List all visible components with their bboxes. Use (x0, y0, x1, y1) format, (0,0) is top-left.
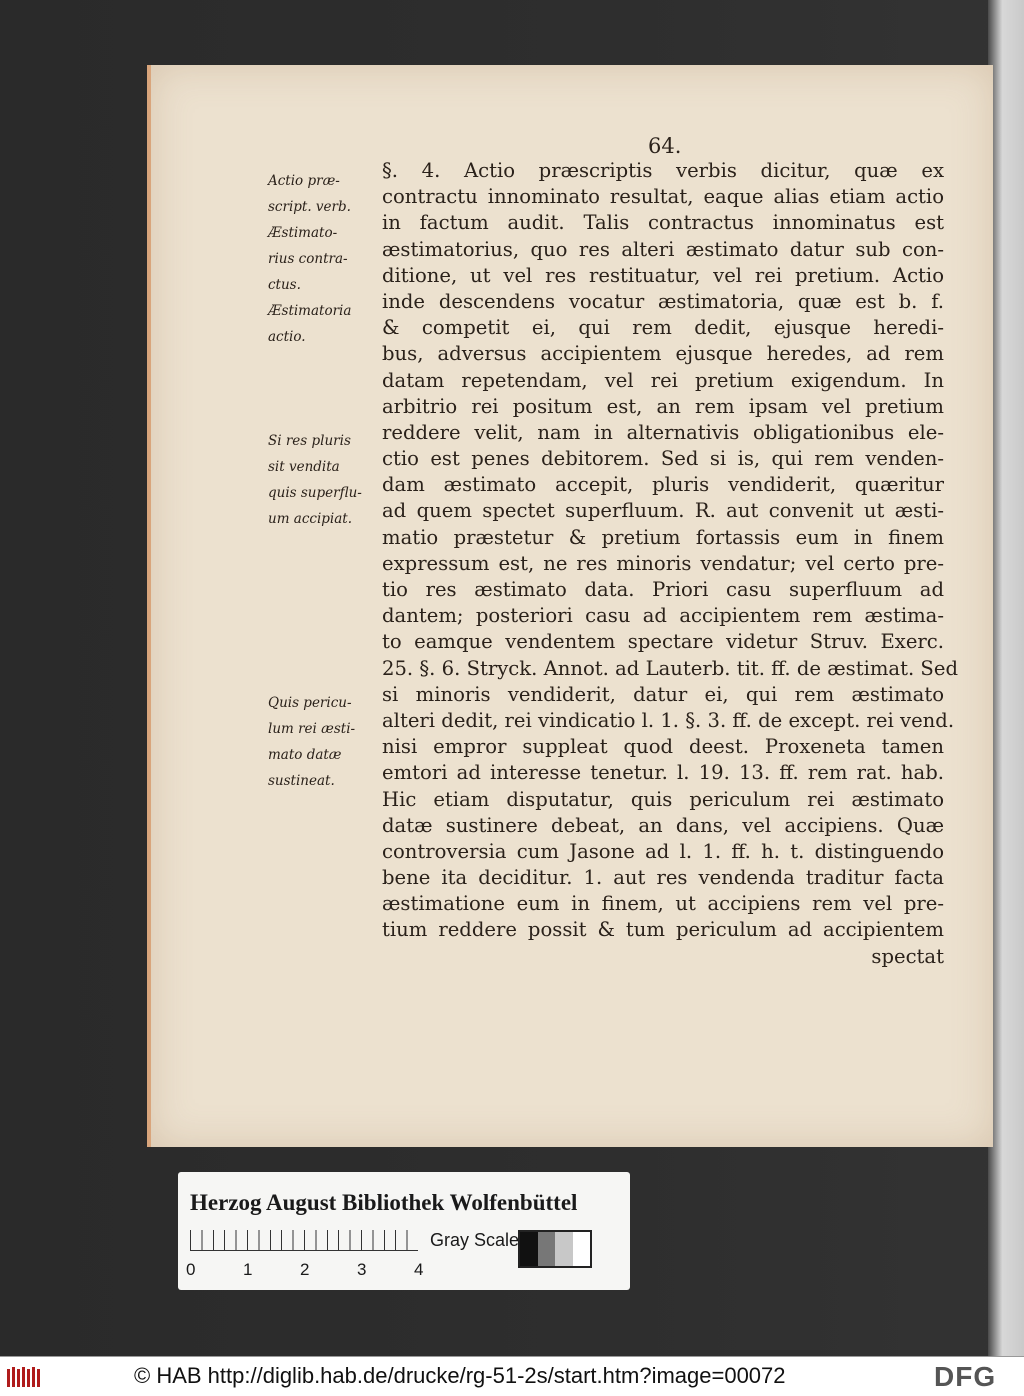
body-text (382, 158, 958, 970)
dfg-logo: DFG (934, 1361, 997, 1392)
scan-edge-strip (988, 0, 1024, 1356)
gray-swatch (520, 1232, 538, 1266)
margin-note-actio: Actio præ- script. verb. (268, 173, 351, 215)
text-line: datam repetendam, vel rei pretium exigendum. In (382, 368, 944, 392)
text-line: to eamque vendentem spectare videtur Struv. Exerc. (382, 630, 944, 654)
text-line: & competit ei, qui rem dedit, ejusque heredi- (382, 316, 944, 340)
text-line: matio præstetur & pretium fortassis eum in finem (382, 525, 944, 549)
text-line: tium reddere possit & tum periculum ad accipientem (382, 918, 944, 942)
page-number: 64. (648, 134, 682, 158)
text-line: nisi empror suppleat quod deest. Proxeneta tamen (382, 735, 944, 759)
text-line: Hic etiam disputatur, quis periculum rei æstimato (382, 787, 944, 811)
text-line: ditione, ut vel res restituatur, vel rei pretium. Actio (382, 263, 944, 287)
text-line: contractu innominato resultat, eaque alias etiam actio (382, 185, 944, 209)
text-line: spectat (871, 944, 944, 968)
text-line: controversia cum Jasone ad l. 1. ff. h. t. distinguendo (382, 839, 944, 863)
gray-scale-label: Gray Scale (430, 1230, 520, 1250)
margin-note-periculum: Quis pericu- lum rei æsti- mato datæ sustineat. (268, 695, 356, 789)
text-line: dam æstimato accepit, pluris vendiderit, quæritur (382, 473, 944, 497)
text-line: expressum est, ne res minoris vendatur; vel certo pre- (382, 551, 944, 575)
text-line: dantem; posteriori casu ad accipientem rem æstima- (382, 604, 944, 628)
gray-scale-swatches (518, 1230, 592, 1268)
gray-swatch (555, 1232, 573, 1266)
margin-note-aestimatoria: Æstimatoria actio. (268, 303, 352, 345)
ruler-number: 3 (357, 1260, 367, 1279)
hab-logo-icon (6, 1365, 42, 1389)
text-line: ad quem spectet superfluum. R. aut convenit ut æsti- (382, 499, 944, 523)
text-line: arbitrio rei positum est, an rem ipsam vel pretium (382, 394, 944, 418)
text-line: bene ita deciditur. 1. aut res vendenda traditur facta (382, 866, 944, 890)
text-line: æstimatione eum in finem, ut accipiens rem vel pre- (382, 892, 944, 916)
footer-bar (0, 1356, 1024, 1396)
gray-swatch (538, 1232, 556, 1266)
text-line: alteri dedit, rei vindicatio l. 1. §. 3. ff. de except. rei vend. (382, 708, 955, 732)
margin-note-superfluum: Si res pluris sit vendita quis superflu- um accipiat. (268, 433, 362, 527)
text-line: 25. §. 6. Stryck. Annot. ad Lauterb. tit. ff. de æstimat. Sed (382, 656, 958, 680)
ruler (190, 1230, 418, 1251)
card-title: Herzog August Bibliothek Wolfenbüttel (190, 1190, 578, 1215)
text-line: si minoris vendiderit, datur ei, qui rem æstimato (382, 682, 944, 706)
color-reference-card (178, 1172, 630, 1290)
ruler-number: 4 (414, 1260, 424, 1279)
ruler-number: 0 (186, 1260, 196, 1279)
text-line: reddere velit, nam in alternativis obligationibus ele- (382, 420, 944, 444)
margin-notes (268, 166, 380, 794)
margin-note-aestimatorius: Æstimato- rius contra- ctus. (268, 225, 348, 293)
ruler-number: 2 (300, 1260, 310, 1279)
text-line: datæ sustinere debeat, an dans, vel accipiens. Quæ (382, 813, 944, 837)
text-line: inde descendens vocatur æstimatoria, quæ est b. f. (382, 289, 944, 313)
text-line: æstimatorius, quo res alteri æstimato datur sub con- (382, 237, 944, 261)
text-line: ctio est penes debitorem. Sed si is, qui rem venden- (382, 447, 944, 471)
gray-swatch (573, 1232, 591, 1266)
text-line: in factum audit. Talis contractus innominatus est (382, 211, 944, 235)
text-line: emtori ad interesse tenetur. l. 19. 13. ff. rem rat. hab. (382, 761, 944, 785)
ruler-number: 1 (243, 1260, 253, 1279)
text-line: bus, adversus accipientem ejusque heredes, ad rem (382, 342, 944, 366)
text-line: tio res æstimato data. Priori casu superfluum ad (382, 578, 944, 601)
text-line: §. 4. Actio præscriptis verbis dicitur, quæ ex (382, 159, 944, 182)
footer-copyright-link[interactable]: © HAB http://diglib.hab.de/drucke/rg-51-2s/start.htm?image=00072 (134, 1363, 786, 1388)
